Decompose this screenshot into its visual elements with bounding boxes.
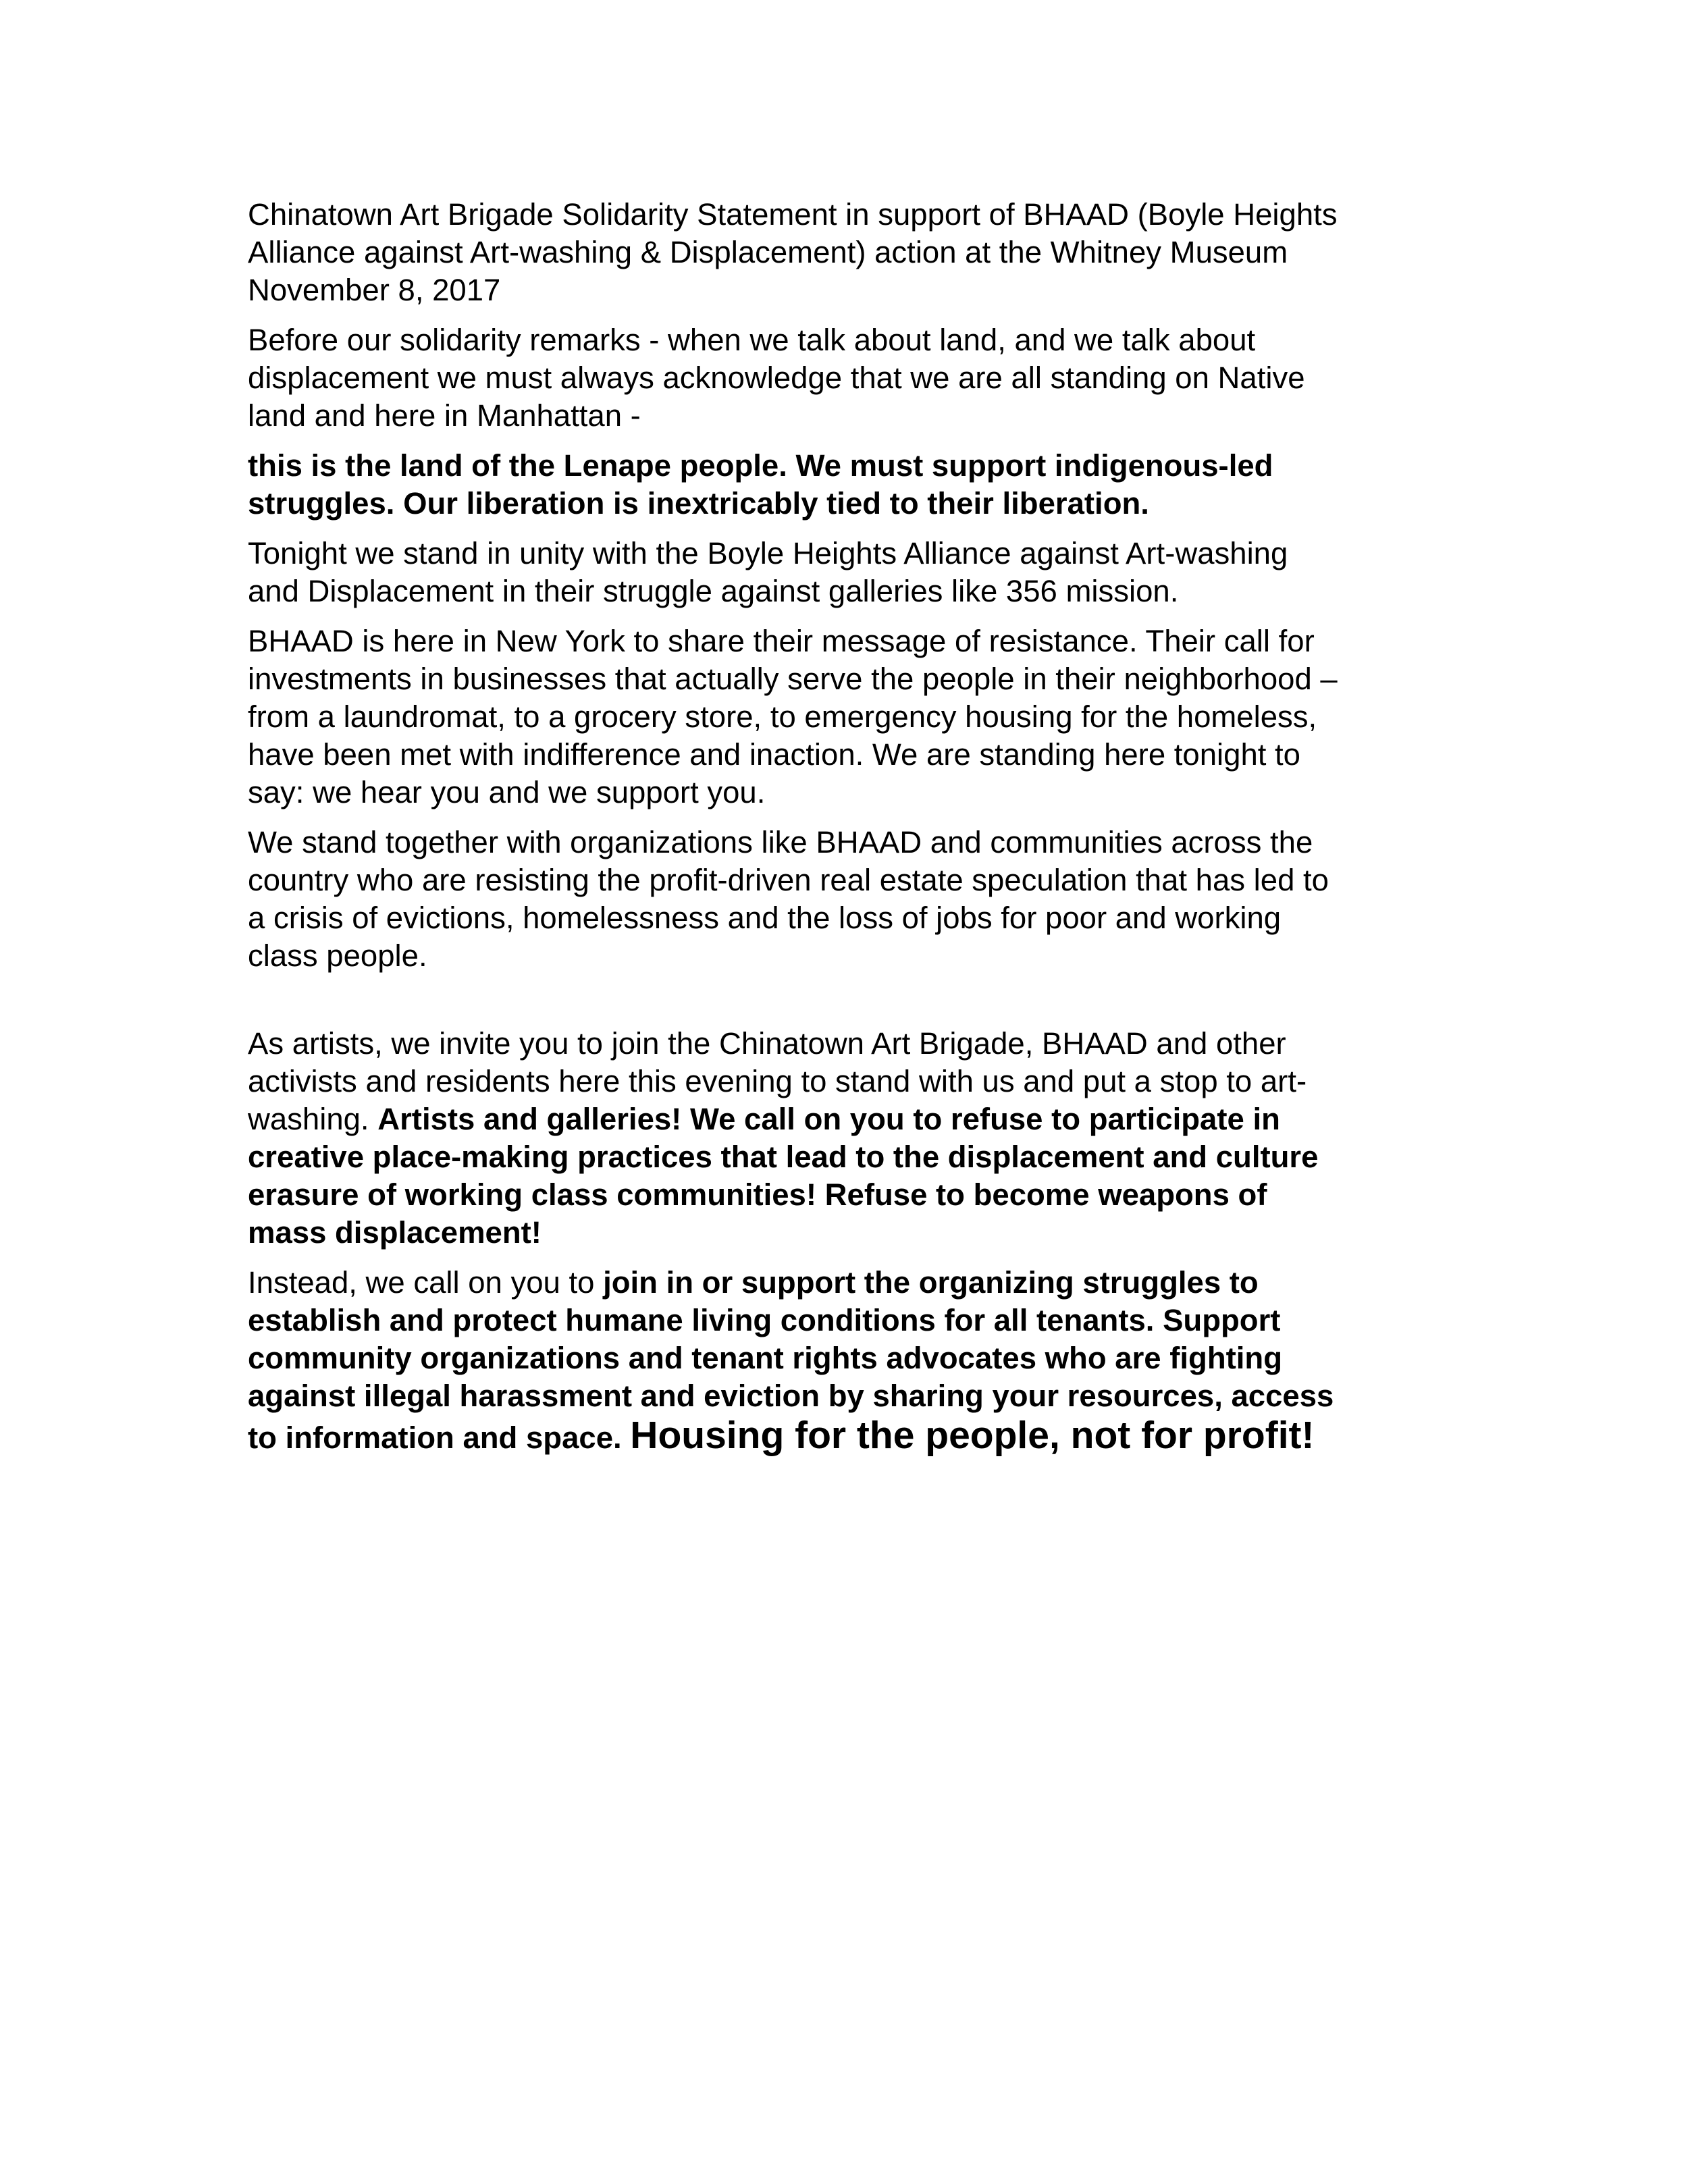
paragraph-line: a crisis of evictions, homelessness and the loss of jobs for poor and working: [248, 901, 1282, 935]
paragraph-line: activists and residents here this evening to stand with us and put a stop to art-: [248, 1064, 1307, 1098]
closing-slogan: Housing for the people, not for profit!: [630, 1414, 1315, 1457]
paragraph-line: from a laundromat, to a grocery store, to emergency housing for the homeless,: [248, 699, 1317, 734]
paragraph-line: creative place-making practices that lead to the displacement and culture: [248, 1140, 1319, 1174]
document-body: [248, 196, 1436, 1458]
title-line: Alliance against Art-washing & Displacement) action at the Whitney Museum: [248, 235, 1288, 269]
stand-together-paragraph: [248, 824, 1436, 975]
paragraph-line: say: we hear you and we support you.: [248, 775, 766, 809]
paragraph-line: erasure of working class communities! Refuse to become weapons of: [248, 1177, 1267, 1212]
paragraph-line: struggles. Our liberation is inextricably tied to their liberation.: [248, 486, 1149, 521]
statement-title: [248, 196, 1436, 309]
paragraph-line: Before our solidarity remarks - when we talk about land, and we talk about: [248, 323, 1256, 357]
paragraph-line: class people.: [248, 938, 427, 973]
paragraph-line: [248, 1100, 1436, 1138]
paragraph-line: investments in businesses that actually serve the people in their neighborhood –: [248, 662, 1338, 696]
lenape-paragraph: [248, 447, 1436, 523]
plain-text: Instead, we call on you to: [248, 1265, 604, 1300]
land-acknowledgement-paragraph: [248, 321, 1436, 435]
call-to-action-paragraph: [248, 1264, 1436, 1458]
paragraph-line: [248, 1264, 1436, 1302]
title-line: Chinatown Art Brigade Solidarity Statement in support of BHAAD (Boyle Heights: [248, 197, 1338, 232]
paragraph-line: community organizations and tenant rights advocates who are fighting: [248, 1341, 1283, 1375]
paragraph-line: displacement we must always acknowledge that we are all standing on Native: [248, 361, 1305, 395]
paragraph-line: establish and protect humane living conditions for all tenants. Support: [248, 1303, 1281, 1337]
paragraph-line: BHAAD is here in New York to share their message of resistance. Their call for: [248, 624, 1315, 658]
paragraph-line: have been met with indifference and inaction. We are standing here tonight to: [248, 737, 1300, 772]
paragraph-line: against illegal harassment and eviction by sharing your resources, access: [248, 1379, 1334, 1413]
paragraph-line: As artists, we invite you to join the Chinatown Art Brigade, BHAAD and other: [248, 1026, 1286, 1061]
statement-date: November 8, 2017: [248, 273, 501, 307]
paragraph-line: We stand together with organizations like BHAAD and communities across the: [248, 825, 1313, 859]
paragraph-line: land and here in Manhattan -: [248, 398, 641, 433]
paragraph-line: and Displacement in their struggle against galleries like 356 mission.: [248, 574, 1179, 608]
unity-paragraph: [248, 535, 1436, 610]
paragraph-line: mass displacement!: [248, 1215, 542, 1250]
paragraph-line: country who are resisting the profit-driven real estate speculation that has led to: [248, 863, 1329, 897]
bhaad-paragraph: [248, 622, 1436, 811]
artists-paragraph: [248, 1025, 1436, 1252]
paragraph-line: Tonight we stand in unity with the Boyle Heights Alliance against Art-washing: [248, 536, 1288, 570]
bold-text: to information and space.: [248, 1420, 631, 1455]
paragraph-line: this is the land of the Lenape people. We must support indigenous-led: [248, 448, 1273, 483]
bold-text: join in or support the organizing struggles to: [603, 1265, 1259, 1300]
plain-text: washing.: [248, 1102, 378, 1136]
bold-text: Artists and galleries! We call on you to refuse to participate in: [377, 1102, 1280, 1136]
paragraph-line: [248, 1415, 1436, 1458]
